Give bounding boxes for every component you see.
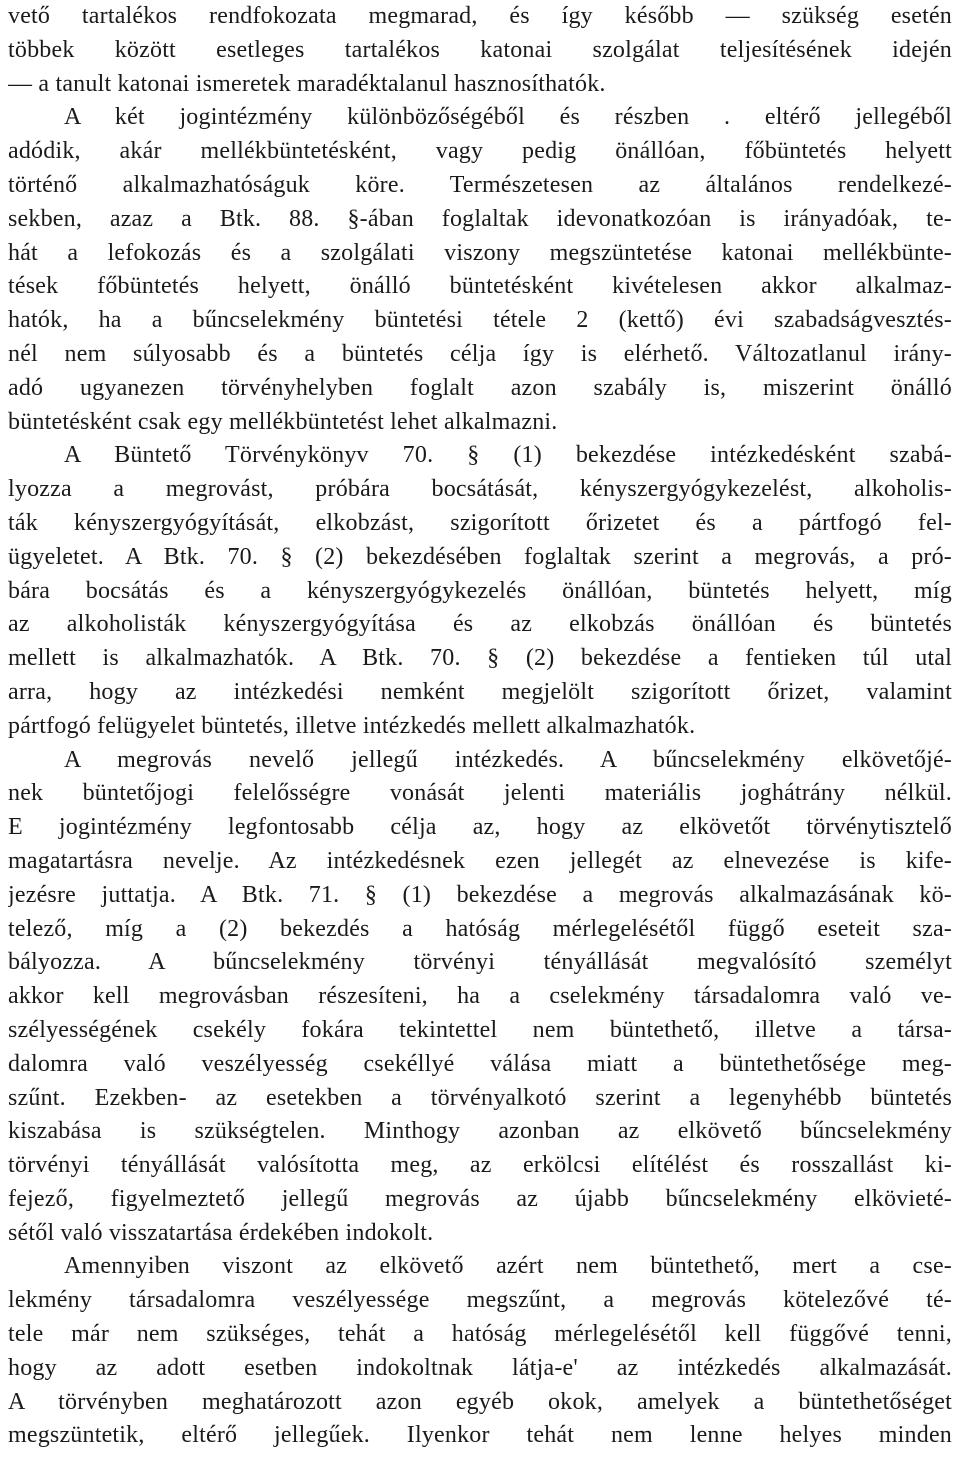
text-line: törvényi tényállását valósította meg, az erkölcsi elítélést és rosszallást ki- — [8, 1152, 952, 1179]
text-line: lyozza a megrovást, próbára bocsátását, kényszergyógykezelést, alkoholis- — [8, 476, 952, 503]
text-line: arra, hogy az intézkedési nemként megjelölt szigorított őrizet, valamint — [8, 678, 952, 705]
text-line: magatartásra nevelje. Az intézkedésnek ezen jellegét az elnevezése is kife- — [8, 847, 952, 874]
text-line: bályozza. A bűncselekmény törvényi tényállását megvalósító személyt — [8, 949, 952, 976]
text-line: mellett is alkalmazhatók. A Btk. 70. § (2) bekezdése a fentieken túl utal — [8, 645, 952, 672]
text-line: akkor kell megrovásban részesíteni, ha a cselekmény társadalomra való ve- — [8, 983, 952, 1010]
text-line: büntetésként csak egy mellékbüntetést lehet alkalmazni. — [8, 408, 558, 435]
text-line: A két jogintézmény különbözőségéből és részben . eltérő jellegéből — [64, 104, 952, 131]
text-line: nek büntetőjogi felelősségre vonását jelenti materiális joghátrány nélkül. — [8, 780, 952, 807]
text-line: sétől való visszatartása érdekében indokolt. — [8, 1219, 434, 1246]
text-line: A törvényben meghatározott azon egyéb okok, amelyek a büntethetőséget — [8, 1388, 952, 1415]
text-line: ták kényszergyógyítását, elkobzást, szigorított őrizetet és a pártfogó fel- — [8, 509, 952, 536]
text-line: kiszabása is szükségtelen. Minthogy azonban az elkövető bűncselekmény — [8, 1118, 952, 1145]
text-line: jezésre juttatja. A Btk. 71. § (1) bekezdése a megrovás alkalmazásának kö- — [8, 881, 952, 908]
text-line: ügyeletet. A Btk. 70. § (2) bekezdésében foglaltak szerint a megrovás, a pró- — [8, 543, 952, 570]
text-line: dalomra való veszélyesség csekéllyé válása miatt a büntethetősége meg- — [8, 1050, 952, 1077]
text-line: hát a lefokozás és a szolgálati viszony megszüntetése katonai mellékbünte- — [8, 239, 952, 266]
text-line: többek között esetleges tartalékos katonai szolgálat teljesítésének idején — [8, 36, 952, 63]
text-line: adódik, akár mellékbüntetésként, vagy pedig önállóan, főbüntetés helyett — [8, 138, 952, 165]
text-line: nél nem súlyosabb és a büntetés célja így is elérhető. Változatlanul irány- — [8, 340, 952, 367]
text-line: telező, míg a (2) bekezdés a hatóság mérlegelésétől függő eseteit sza- — [8, 915, 952, 942]
text-line: — a tanult katonai ismeretek maradéktalanul hasznosíthatók. — [8, 70, 606, 97]
text-line: tele már nem szükséges, tehát a hatóság mérlegelésétől kell függővé tenni, — [8, 1321, 952, 1348]
text-line: történő alkalmazhatóságuk köre. Természetesen az általános rendelkezé- — [8, 171, 952, 198]
text-line: E jogintézmény legfontosabb célja az, hogy az elkövetőt törvénytisztelő — [8, 814, 952, 841]
text-line: szűnt. Ezekben- az esetekben a törvényalkotó szerint a legenyhébb büntetés — [8, 1084, 952, 1111]
text-line: A megrovás nevelő jellegű intézkedés. A bűncselekmény elkövetőjé- — [64, 746, 952, 773]
text-line: adó ugyanezen törvényhelyben foglalt azon szabály is, miszerint önálló — [8, 374, 952, 401]
text-line: megszüntetik, eltérő jellegűek. Ilyenkor tehát nem lenne helyes minden — [8, 1422, 952, 1449]
text-line: hogy az adott esetben indokoltnak látja-e' az intézkedés alkalmazását. — [8, 1354, 952, 1381]
text-line: A Büntető Törvénykönyv 70. § (1) bekezdése intézkedésként szabá- — [64, 442, 952, 469]
text-line: fejező, figyelmeztető jellegű megrovás az újabb bűncselekmény elkövieté- — [8, 1185, 952, 1212]
text-line: Amennyiben viszont az elkövető azért nem büntethető, mert a cse- — [64, 1253, 952, 1280]
text-line: vető tartalékos rendfokozata megmarad, és így később — szükség esetén — [8, 3, 952, 29]
text-line: bára bocsátás és a kényszergyógykezelés önállóan, büntetés helyett, míg — [8, 577, 952, 604]
text-line: lekmény társadalomra veszélyessége megszűnt, a megrovás kötelezővé té- — [8, 1287, 952, 1314]
text-line: sekben, azaz a Btk. 88. §-ában foglaltak idevonatkozóan is irányadóak, te- — [8, 205, 952, 232]
text-line: tések főbüntetés helyett, önálló büntetésként kivételesen akkor alkalmaz- — [8, 273, 952, 300]
text-line: szélyességének csekély fokára tekintettel nem büntethető, illetve a társa- — [8, 1016, 952, 1043]
text-line: pártfogó felügyelet büntetés, illetve intézkedés mellett alkalmazhatók. — [8, 712, 696, 739]
text-line: az alkoholisták kényszergyógyítása és az elkobzás önállóan és büntetés — [8, 611, 952, 638]
text-line: hatók, ha a bűncselekmény büntetési tétele 2 (kettő) évi szabadságvesztés- — [8, 307, 952, 334]
